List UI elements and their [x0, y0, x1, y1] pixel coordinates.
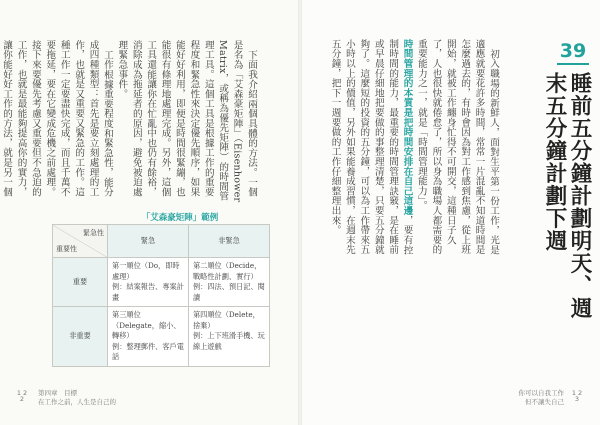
right-body-text — [327, 39, 500, 255]
left-page — [0, 0, 298, 425]
matrix-corner-cell — [53, 225, 108, 258]
matrix-cell-q2: 第二順位（Decide，戰略性計劃、實行） 例：四法、預日記、閱讀 — [188, 258, 269, 307]
chapter-title: 睡前五分鐘計劃明天、週末五分鐘計劃下週 — [542, 72, 592, 320]
right-running-footer — [486, 389, 564, 407]
right-paragraph-highlight-wrap — [327, 39, 413, 255]
footer-chapter-label: 第四章 目標 — [38, 389, 77, 397]
footer-line-2: 但不讓失自己 — [525, 398, 564, 406]
right-page — [302, 0, 600, 425]
page-number-right: 1 2 3 — [571, 389, 583, 403]
right-paragraph-continuation: ，要有控制時間的能力，最重要的時間管理訣竅，是在睡前或早晨仔細地把要做的事整理清楚，只要五分鐘就夠了。這麼短的投資的五分鐘，可以為工作帶來五小時以上的價值，另外如果能養成習慣，在週末先五分鐘，把下一週要做的工作仔細整理出來。 — [329, 39, 413, 255]
table-row — [53, 307, 270, 367]
highlighted-key-sentence: 時間管理的本質是把時間安排在自己這邊 — [401, 39, 413, 216]
eisenhower-matrix-table — [52, 224, 270, 367]
chapter-rule — [557, 63, 589, 65]
corner-label-importance: 重要性 — [56, 244, 77, 253]
matrix-row-header-important: 重要 — [53, 258, 108, 307]
chapter-number: 39 — [559, 40, 587, 62]
footer-line-1: 你可以自我工作 — [518, 389, 564, 397]
matrix-cell-q4: 第四順位（Delete，捨棄） 例：上下班滑手機、玩線上遊戲 — [188, 307, 269, 367]
matrix-cell-q3: 第三順位（Delegate，縮小、轉移） 例：整理郵件、客戶電話 — [108, 307, 189, 367]
left-paragraph: 下面我介紹兩個具體的方法。一個是名為「艾森豪矩陣」（Eisenhower Matrix，或稱為優先矩陣）的時間管理工具。這個工具是根據工作的重要程度和緊急性來決定優先順序，如果能好好利用，即便是時間很緊繃，也能很有條理地處理完成。另外，這個工具還能讓你在忙亂中也仍有餘裕，消除成為拖延者的原因，避免被迫處理緊急事件。 — [116, 40, 257, 203]
page-number-left: 1 2 2 — [16, 389, 28, 403]
matrix-cell-q1: 第一順位（Do，即時處理） 例：結案報告、專案計畫 — [108, 258, 189, 307]
right-paragraph: 初入職場的新鮮人，面對生平第一份工作，光是適應就要花許多時間，常常一片混亂不知道時間是怎麼過去的，有時會因為對工作感到焦慮，從上班開始，就被工作纏身忙得不可開交，這種日子久了，人也很快就倦怠了，所以身為職場人都需要的重要能力之一，就是「時間管理能力」。 — [415, 39, 499, 255]
matrix-col-header-urgent: 緊急 — [108, 225, 189, 258]
left-running-footer — [38, 389, 116, 407]
left-body-text — [0, 40, 258, 206]
matrix-row-header-not-important: 非重要 — [53, 307, 108, 367]
matrix-col-header-not-urgent: 非緊急 — [188, 225, 269, 258]
matrix-caption: 「艾森豪矩陣」範例 — [141, 213, 219, 223]
table-row — [53, 258, 270, 307]
left-paragraph: 工作根據重要程度和緊急性，能分成四種類型：首先是要立刻處理的工作，也就是又重要又緊急的工作。這種工作一定要盡快完成，而且千萬不要拖延，要在它變成危機之前處理。接下來要優先考慮又重要但不急迫的工作，也就是最能夠提高你的實力，讓你能好好工作的方法，就是另一個 — [1, 40, 113, 197]
footer-subtitle: 在工作之前，人生是自己的 — [38, 398, 116, 406]
corner-label-urgency: 緊急性 — [83, 229, 104, 237]
